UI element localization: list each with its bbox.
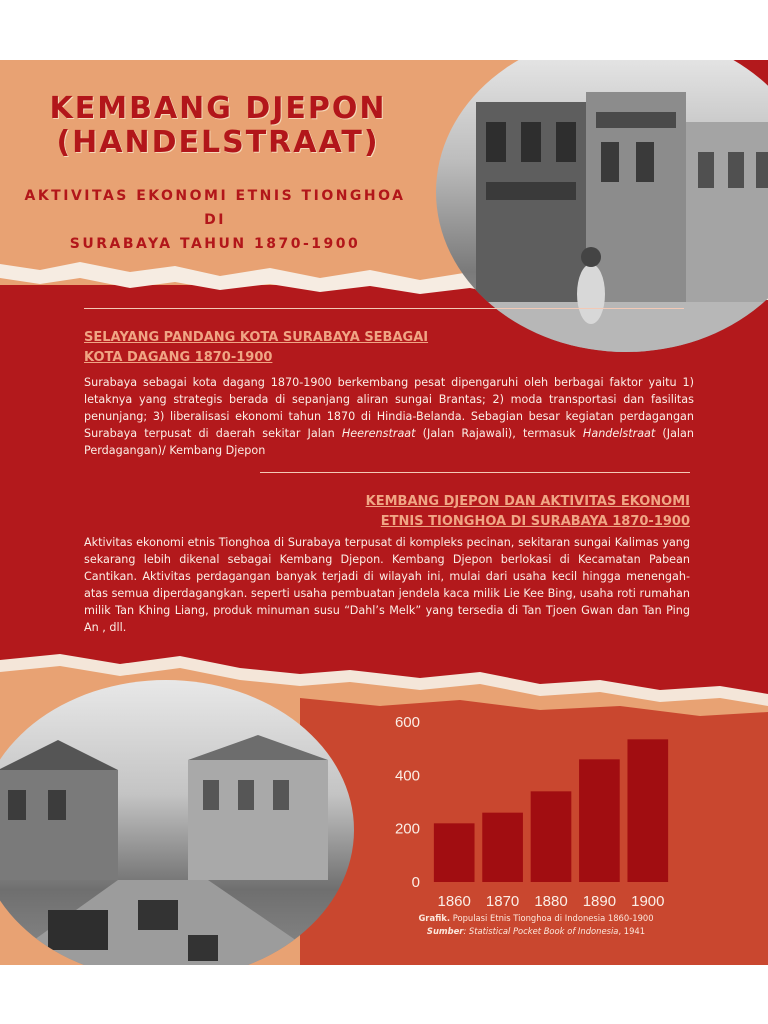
section-1-heading-line-1: SELAYANG PANDANG KOTA SURABAYA SEBAGAI bbox=[84, 330, 429, 345]
caption-source-text: : Statistical Pocket Book of Indonesia bbox=[463, 926, 619, 936]
poster-subtitle bbox=[20, 184, 410, 256]
street-traffic-illustration bbox=[0, 680, 354, 965]
caption-title-line bbox=[386, 912, 686, 925]
caption-grafik-label: Grafik. bbox=[418, 913, 451, 923]
y-tick-label-0: 0 bbox=[411, 874, 420, 891]
poster-title bbox=[38, 92, 398, 160]
caption-source-line bbox=[386, 925, 686, 938]
bar-1900 bbox=[627, 739, 668, 882]
x-tick-label-1900: 1900 bbox=[631, 893, 665, 910]
poster bbox=[0, 60, 768, 965]
section-1-italic-a: Heerenstraat bbox=[341, 427, 416, 440]
section-2-body: Aktivitas ekonomi etnis Tionghoa di Surabaya terpusat di kompleks pecinan, sekitaran sungai Kalimas yang sekarang lebih dikenal sebagai Kembang Djepon. Kembang Djepon berlokasi di Kecamatan Pabean Cantikan. Aktivitas perdagangan banyak terjadi di wilayah ini, mulai dari usaha kecil hingga menengah-atas semua diperdagangkan. seperti usaha pembuatan jendela kaca milik Lie Kee Bing, usaha roti rumahan milik Tan Khing Liang, produk minuman susu “Dahl’s Melk” yang tersedia di Tan Tjoen Gwan dan Tan Ping An , dll. bbox=[84, 536, 690, 634]
bar-1860 bbox=[434, 823, 475, 882]
x-tick-label-1890: 1890 bbox=[582, 893, 617, 910]
x-tick-label-1880: 1880 bbox=[534, 893, 568, 910]
y-tick-label-600: 600 bbox=[394, 714, 420, 731]
bar-1880 bbox=[531, 791, 572, 882]
section-1-text-c: (Jalan Perdagangan)/ Kembang Djepon bbox=[84, 427, 694, 457]
section-1-body bbox=[84, 374, 694, 459]
chart-caption bbox=[386, 912, 686, 938]
x-tick-label-1870: 1870 bbox=[485, 893, 520, 910]
section-1-heading-line-2: KOTA DAGANG 1870-1900 bbox=[84, 350, 273, 365]
section-1-text-b: (Jalan Rajawali), termasuk bbox=[415, 427, 583, 440]
section-1-text-a: Surabaya sebagai kota dagang 1870-1900 berkembang pesat dipengaruhi oleh berbagai faktor yaitu 1) letaknya yang strategis berada di sepanjang aliran sungai Brantas; 2) moda transportasi dan fasilitas penunjang; 3) liberalisasi ekonomi tahun 1870 di Hindia-Belanda. Sebagian besar kegiatan perdagangan Surabaya terpusat di daerah sekitar Jalan bbox=[84, 376, 694, 440]
bar-1870 bbox=[482, 813, 523, 882]
population-bar-chart bbox=[370, 710, 690, 910]
section-2-heading-line-2: ETNIS TIONGHOA DI SURABAYA 1870-1900 bbox=[380, 514, 690, 529]
y-tick-label-200: 200 bbox=[394, 820, 420, 838]
section-divider-1 bbox=[84, 308, 684, 309]
caption-source-label: Sumber bbox=[426, 926, 464, 936]
subtitle-line-1: AKTIVITAS EKONOMI ETNIS TIONGHOA DI bbox=[24, 188, 406, 228]
section-2-heading-line-1: KEMBANG DJEPON DAN AKTIVITAS EKONOMI bbox=[365, 494, 690, 509]
subtitle-line-2: SURABAYA TAHUN 1870-1900 bbox=[69, 236, 361, 252]
title-line-1: KEMBANG DJEPON bbox=[49, 91, 387, 126]
section-1-heading bbox=[84, 328, 504, 368]
x-tick-label-1860: 1860 bbox=[437, 893, 471, 910]
historic-street-photo-bottom bbox=[0, 680, 354, 965]
bar-1890 bbox=[579, 759, 620, 882]
section-1-italic-b: Handelstraat bbox=[582, 427, 656, 440]
section-2-heading bbox=[300, 492, 690, 532]
caption-source-year: , 1941 bbox=[618, 926, 646, 936]
title-line-2: (HANDELSTRAAT) bbox=[56, 125, 380, 160]
y-tick-label-400: 400 bbox=[394, 767, 420, 785]
caption-grafik-text: Populasi Etnis Tionghoa di Indonesia 1860-1900 bbox=[450, 913, 654, 923]
section-divider-2 bbox=[260, 472, 690, 473]
